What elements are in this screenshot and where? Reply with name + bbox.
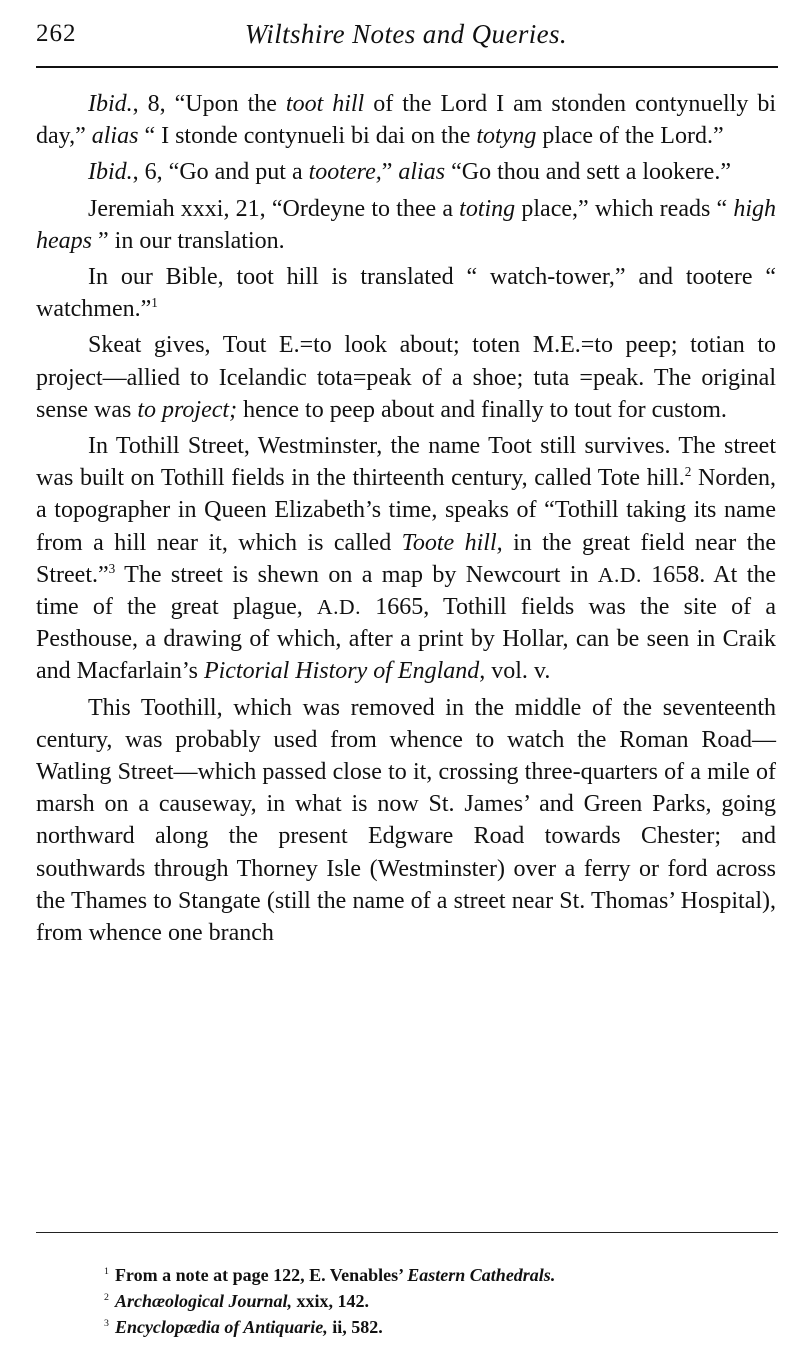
text-run: Jeremiah xxxi, 21, “Ordeyne to thee a xyxy=(88,195,460,222)
running-title: Wiltshire Notes and Queries. xyxy=(244,19,568,49)
page-header xyxy=(36,18,776,54)
text-run: ” xyxy=(381,159,399,186)
footnote-marker: 3 xyxy=(104,1318,109,1329)
text-run: The street is shewn on a map by Newcourt in xyxy=(115,561,598,588)
italic-run: Pictorial History of England, xyxy=(203,658,486,685)
paragraph xyxy=(36,261,776,325)
text-run: ii, 582. xyxy=(327,1317,383,1337)
text-run: , 6, “Go and put a xyxy=(132,159,309,186)
italic-run: to project; xyxy=(137,396,238,423)
footnote-marker: 2 xyxy=(684,464,692,480)
italic-run: Ibid. xyxy=(88,91,133,117)
text-run: vol. v. xyxy=(485,658,551,685)
text-run: ” in our translation. xyxy=(92,227,285,254)
text-run: 1665, Tothill fields was the site of a Pesthouse, a drawing of which, after a print by Hollar, can be seen in Craik and Macfarlain’s xyxy=(36,594,776,685)
text-run: From a note at page 122, E. Venables’ xyxy=(114,1265,408,1285)
text-run: Skeat gives, Tout E.=to look about; toten M.E.=to peep; totian to project—allied to Icelandic tota=peak of a shoe; tuta =peak. The original sense was xyxy=(36,332,776,423)
paragraph xyxy=(36,430,776,688)
text-run: Norden, a topographer in Queen Elizabeth’s time, speaks of “Tothill taking its name from a hill near it, which is called xyxy=(36,465,776,556)
text-run: 1658. At the time of the great plague, xyxy=(36,561,777,621)
footnote-marker: 1 xyxy=(151,295,158,311)
text-run: place,” which reads “ xyxy=(515,195,734,222)
italic-run: Ibid. xyxy=(88,159,133,186)
text-run: In Tothill Street, Westminster, the name Toot still survives. The street was built on Tothill fields in the thirteenth century, called Tote hill. xyxy=(36,433,776,492)
italic-run: alias xyxy=(91,123,139,150)
footnote xyxy=(104,1314,764,1340)
text-run: In our Bible, toot hill is translated “ watch-tower,” and tootere “ watchmen.” xyxy=(36,264,776,323)
page-number: 262 xyxy=(36,20,77,47)
italic-run: Eastern Cathedrals. xyxy=(407,1265,556,1285)
paragraph xyxy=(36,329,776,426)
italic-run: alias xyxy=(398,159,446,186)
footnote-marker: 1 xyxy=(104,1266,109,1277)
italic-run: Encyclopædia of Antiquarie, xyxy=(114,1317,328,1337)
text-run: in the great field near the Street.” xyxy=(36,529,777,588)
text-run: place of the Lord.” xyxy=(536,123,724,150)
text-run: xxix, 142. xyxy=(291,1291,369,1311)
italic-run: toot hill xyxy=(285,91,365,117)
italic-run: tootere, xyxy=(308,159,382,186)
italic-run: toting xyxy=(459,195,516,222)
text-run: of the Lord I am stonden contynuelly bi day,” xyxy=(36,91,776,150)
text-run: , 8, “Upon the xyxy=(132,91,286,117)
paragraph xyxy=(36,692,776,950)
footnote-rule xyxy=(36,1232,778,1233)
small-caps-run: A.D. xyxy=(317,595,362,620)
text-run: “Go thou and sett a lookere.” xyxy=(445,159,731,186)
italic-run: high heaps xyxy=(36,195,777,254)
italic-run: Archæological Journal, xyxy=(114,1291,292,1311)
paragraph xyxy=(36,88,776,152)
footnotes xyxy=(104,1262,764,1340)
small-caps-run: A.D. xyxy=(597,562,642,587)
text-run: hence to peep about and finally to tout for custom. xyxy=(237,396,727,423)
footnote xyxy=(104,1262,764,1288)
italic-run: totyng xyxy=(476,123,537,150)
footnote-marker: 3 xyxy=(108,560,116,576)
paragraph xyxy=(36,193,776,257)
paragraph xyxy=(36,156,776,188)
footnote xyxy=(104,1288,764,1314)
text-run: This Toothill, which was removed in the middle of the seventeenth century, was probably used from whence to watch the Roman Road—Watling Street—which passed close to it, crossing three-quarters of a mile of marsh on a causeway, in what is now St. James’ and Green Parks, going northward along the present Edgware Road towards Chester; and southwards through Thorney Isle (Westminster) over a ferry or ford across the Thames to Stangate (still the name of a street near St. Thomas’ Hospital), from whence one branch xyxy=(36,694,776,947)
italic-run: Toote hill, xyxy=(401,529,503,556)
text-run: “ I stonde contynueli bi dai on the xyxy=(138,123,477,150)
footnote-marker: 2 xyxy=(104,1292,109,1303)
body-text xyxy=(36,88,776,949)
header-rule xyxy=(36,66,778,68)
